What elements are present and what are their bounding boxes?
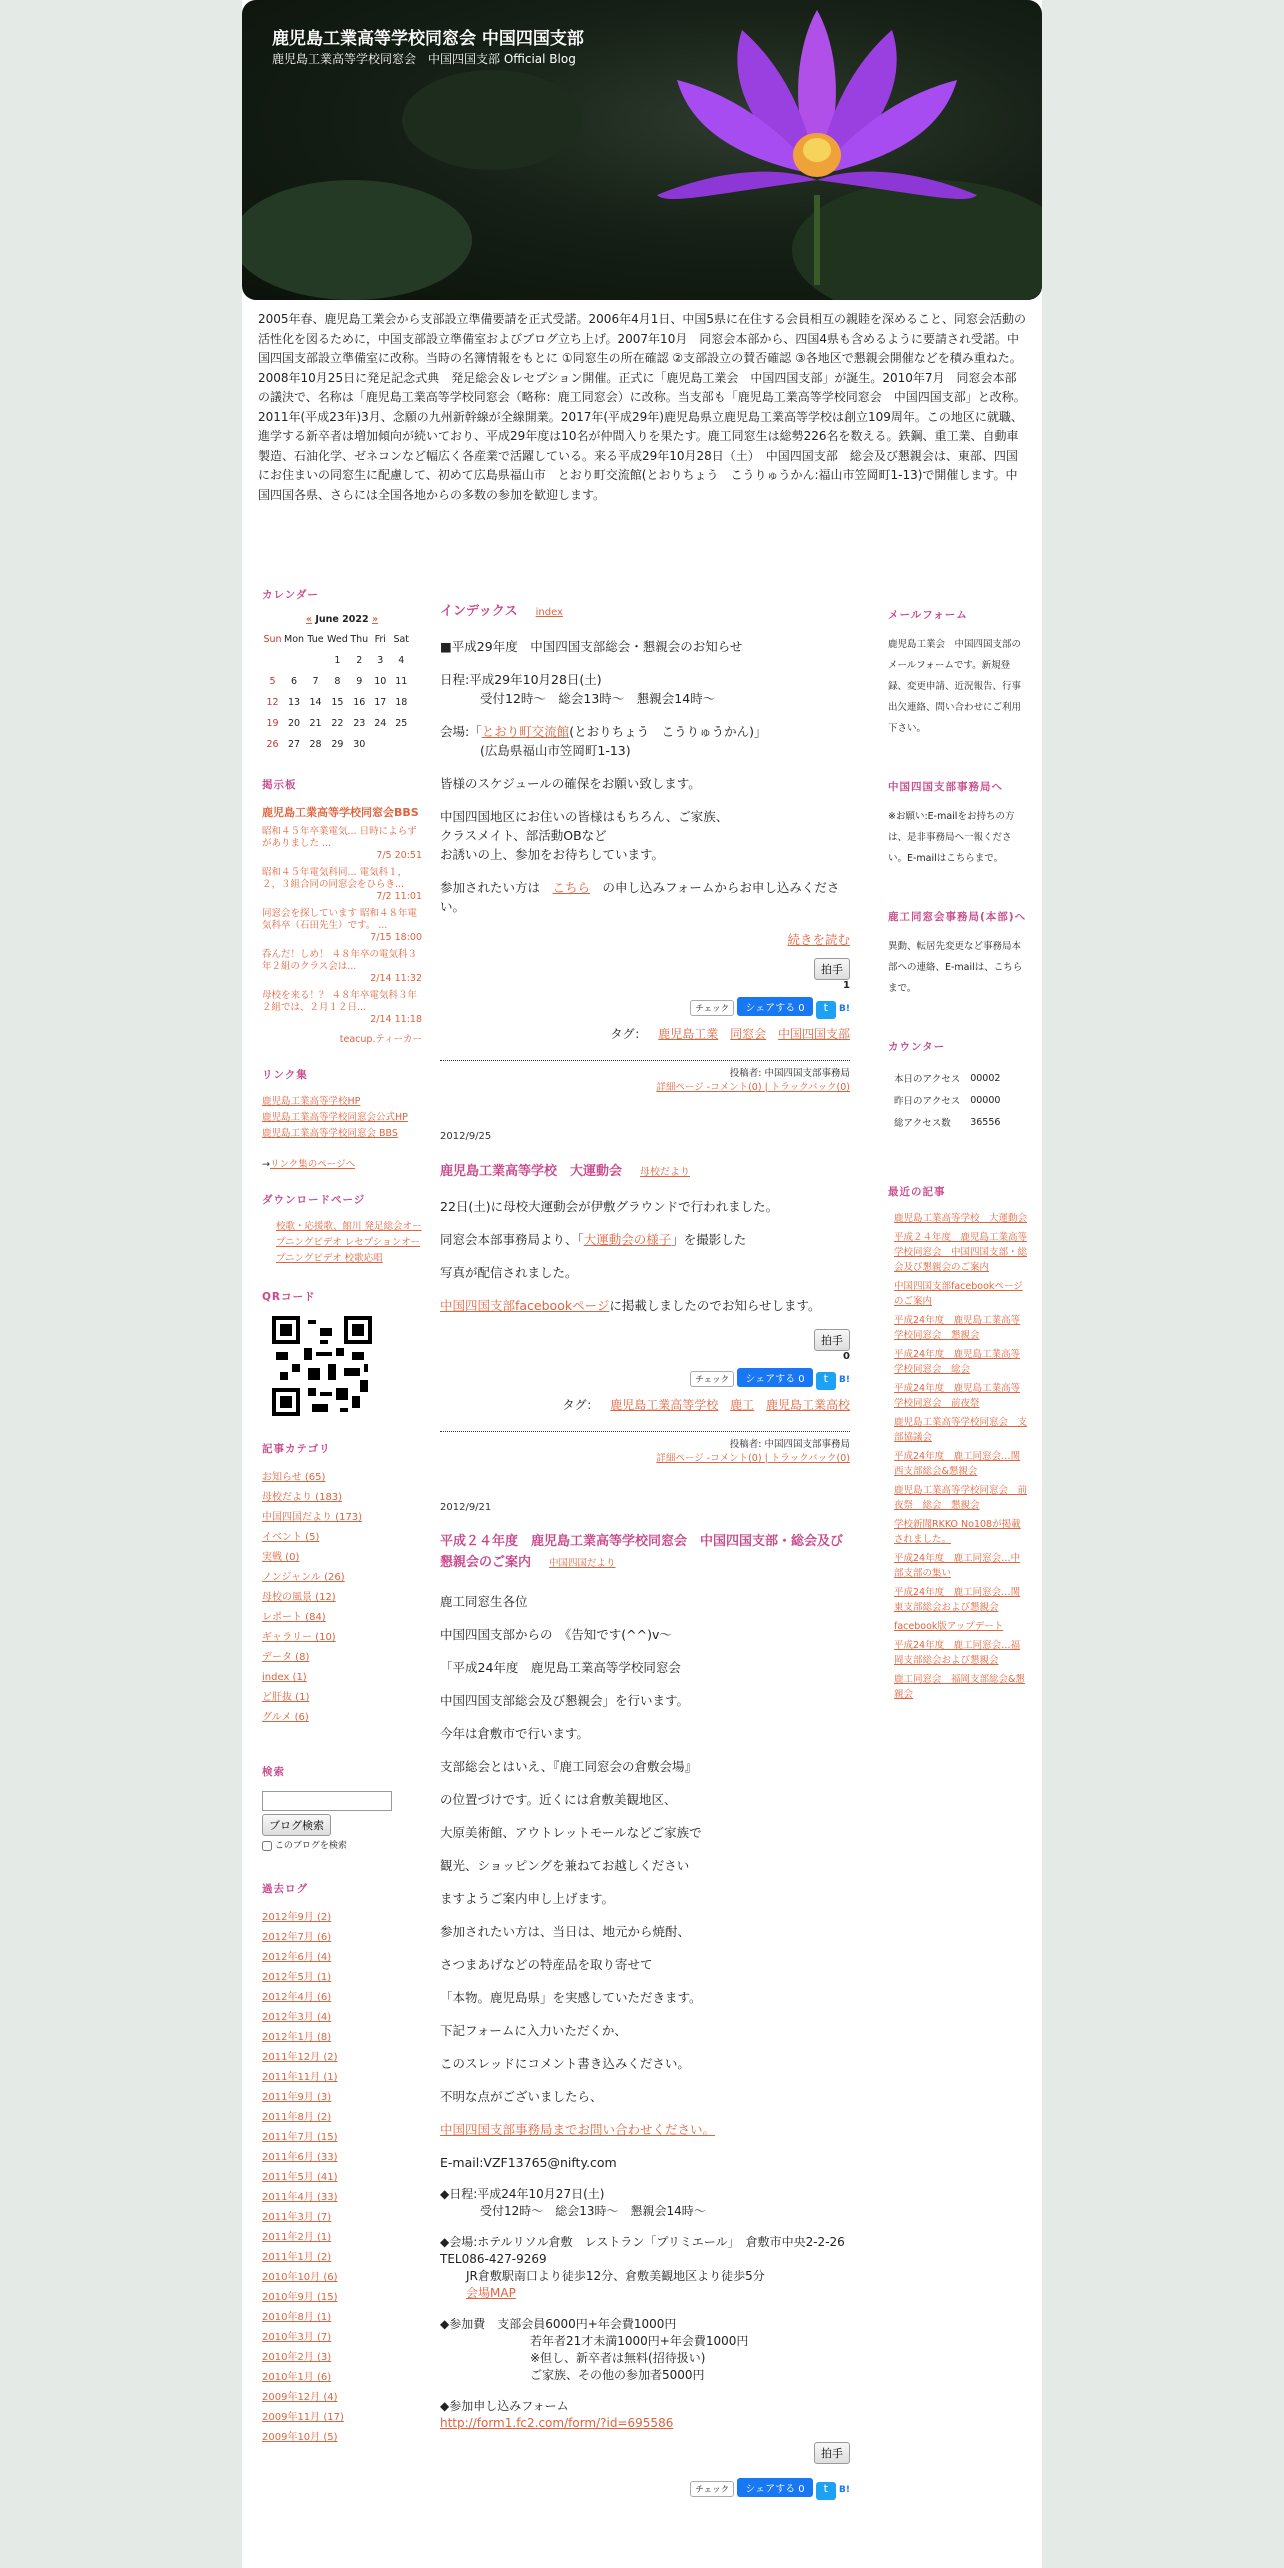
calendar-table	[262, 629, 412, 755]
bbs-item[interactable]: 昭和４５年電気科同... 電気科１，２，３組合同の同窓会をひらき...	[262, 867, 408, 890]
entry-footer-links[interactable]: 詳細ページ -コメント(0) | トラックバック(0)	[656, 1082, 850, 1093]
calendar-next-link[interactable]: »	[371, 614, 379, 625]
counter-label: 本日のアクセス	[894, 1074, 961, 1085]
entry-line: 22日(土)に母校大運動会が伊敷グラウンドで行われました。	[440, 1199, 779, 1214]
entry-line: クラスメイト、部活動OBなど	[440, 828, 607, 843]
bbs-title-link[interactable]: 鹿児島工業高等学校同窓会BBS	[262, 806, 419, 819]
archive-item[interactable]: 2009年10月 (5)	[262, 2432, 338, 2443]
schedule-line: ◆日程:平成24年10月27日(土)	[440, 2187, 605, 2201]
links-more-link[interactable]: リンク集のページへ	[269, 1159, 356, 1170]
bbs-item[interactable]: 呑んだ！しめ！ ４８年卒の電気科３年２組のクラス会は...	[262, 949, 418, 972]
downloads-heading: ダウンロードページ	[262, 1194, 366, 1206]
entry-line[interactable]: E-mail:VZF13765@nifty.com	[440, 2155, 617, 2170]
calendar-day: 18	[395, 697, 408, 708]
entry-line: 日程:平成29年10月28日(土)	[440, 672, 602, 687]
schedule-line: ◆会場:ホテルリソル倉敷 レストラン「プリミエール」 倉敷市中央2-2-26 TEL086-427-9269	[440, 2235, 845, 2266]
calendar-heading: カレンダー	[262, 589, 319, 601]
calendar-weekday: Tue	[307, 634, 324, 645]
tag-link[interactable]: 鹿児島工業高等学校	[610, 1398, 719, 1412]
calendar-day: 8	[334, 676, 341, 687]
archive-item[interactable]: 2010年8月 (1)	[262, 2312, 332, 2323]
facebook-page-link[interactable]: 中国四国支部facebookページ	[440, 1298, 610, 1313]
facebook-share-button[interactable]: シェアする 0	[737, 2478, 812, 2497]
category-item[interactable]: レポート (84)	[262, 1612, 326, 1623]
office-heading[interactable]: 中国四国支部事務局へ	[888, 781, 1003, 793]
calendar-day: 13	[287, 697, 301, 708]
counter-table	[888, 1066, 1006, 1134]
schedule-line: 受付12時～ 総会13時～ 懇親会14時～	[480, 2204, 706, 2218]
entry-line: 「平成24年度 鹿児島工業高等学校同窓会	[440, 1660, 681, 1675]
calendar-day	[262, 650, 283, 671]
calendar-day	[283, 650, 305, 671]
category-item[interactable]: お知らせ (65)	[262, 1472, 326, 1483]
entry-title[interactable]: 鹿児島工業高等学校 大運動会	[440, 1164, 623, 1179]
bookmark-icon[interactable]: B!	[839, 2485, 850, 2495]
tag-link[interactable]: 中国四国支部	[777, 1027, 850, 1041]
recent-article-link[interactable]: 平成24年度 鹿工同窓会…中部支部の集い	[894, 1553, 1021, 1579]
calendar-month: June 2022	[315, 614, 369, 625]
schedule-line: 若年者21才未満1000円+年会費1000円	[530, 2334, 749, 2348]
entry-line: 大原美術館、アウトレットモールなどご家族で	[440, 1825, 702, 1840]
mail-heading: メールフォーム	[888, 609, 968, 621]
archive-list	[262, 1908, 422, 2448]
calendar-day: 3	[377, 655, 384, 666]
archive-item[interactable]: 2010年10月 (6)	[262, 2272, 338, 2283]
search-input[interactable]	[262, 1791, 392, 1811]
calendar-day: 2	[356, 655, 363, 666]
entry-date: 2012/9/25	[440, 1131, 492, 1142]
calendar-weekday: Fri	[374, 634, 386, 645]
search-heading: 検索	[262, 1766, 285, 1778]
facebook-share-button[interactable]: シェアする 0	[737, 1368, 812, 1387]
clap-button[interactable]: 拍手	[814, 2442, 850, 2464]
blog-subtitle: 鹿児島工業高等学校同窓会 中国四国支部 Official Blog	[272, 52, 576, 66]
bookmark-icon[interactable]: B!	[839, 1004, 850, 1014]
entry-category[interactable]: 母校だより	[640, 1167, 690, 1178]
calendar-day: 19	[266, 718, 279, 729]
schedule-line: JR倉敷駅南口より徒歩12分、倉敷美観地区より徒歩5分	[466, 2269, 765, 2283]
links-heading: リンク集	[262, 1069, 308, 1081]
entry-date: 2012/9/21	[440, 1502, 492, 1513]
entry-line[interactable]: 中国四国支部事務局までお問い合わせください。	[440, 2122, 716, 2137]
schedule-line: ご家族、その他の参加者5000円	[530, 2368, 705, 2382]
blog-description: 2005年春、鹿児島工業会から支部設立準備要請を正式受諾。2006年4月1日、中国5県に在住する会員相互の親睦を深めること、同窓会活動の活性化を図るために，中国支部設立準備室およびブログ立ち上げ。2007年10月 同窓会本部から、四国4県も含めるように要請され受諾。中国四国支部設立準備室に改称。当時の名簿情報をもとに ①同窓生の所在確認 ②支部設立の賛否確認 ③各地区で懇親会開催などを積み重ねた。2008年10月25日に発足記念式典 発足総会＆レセプション開催。正式に「鹿児島工業会 中国四国支部」が誕生。2010年7月 同窓会本部の議決で、名称は「鹿児島工業高等学校同窓会（略称：鹿工同窓会）に改称。当支部も「鹿児島工業高等学校同窓会 中国四国支部」と改称。2011年(平成23年)3月、念願の九州新幹線が全線開業。2017年(平成29年)鹿児島県立鹿児島工業高等学校は創立109周年。この地区に就職、進学する新卒者は増加傾向が続いており、平成29年度は10名が仲間入りを果たす。鹿工同窓生は総勢226名を数える。鉄鋼、重工業、自動車製造、石油化学、ゼネコンなど幅広く各産業で活躍している。来る平成29年10月28日（土） 中国四国支部 総会及び懇親会は、東部、四国にお住まいの同窓生に配慮して、初めて広島県福山市 とおり町交流館(とおりちょう こうりゅうかん:福山市笠岡町1-13)で開催します。中国四国各県、さらには全国各地からの多数の参加を歓迎します。	[258, 312, 1026, 502]
twitter-icon[interactable]: t	[816, 1001, 836, 1019]
counter-value: 00000	[970, 1094, 1001, 1106]
calendar-day: 17	[374, 697, 387, 708]
clap-button[interactable]: 拍手	[814, 1329, 850, 1351]
counter-label: 総アクセス数	[894, 1118, 951, 1129]
tag-link[interactable]: 鹿工	[730, 1398, 755, 1412]
tag-link[interactable]: 鹿児島工業高校	[765, 1398, 850, 1412]
bbs-list	[262, 826, 422, 1025]
recent-article-link[interactable]: 鹿児島工業高等学校 大運動会	[894, 1213, 1028, 1224]
archive-item[interactable]: 2011年6月 (33)	[262, 2152, 338, 2163]
recent-article-link[interactable]: 学校新聞RKKO No108が掲載されました。	[894, 1519, 1021, 1545]
entry-line: このスレッドにコメント書き込みください。	[440, 2056, 690, 2071]
entry-line: 受付12時～ 総会13時～ 懇親会14時～	[480, 691, 716, 706]
search-scope	[262, 1838, 422, 1851]
calendar-weekday: Sun	[263, 634, 282, 645]
share-bar	[440, 997, 850, 1019]
entry-line: の位置づけです。近くには倉敷美観地区、	[440, 1792, 677, 1807]
entry-line: 中国四国支部からの 《告知です(^^)v～	[440, 1627, 672, 1642]
office-text: ※お願い:E-mailをお持ちの方は、是非事務局へ一報ください。E-mailはこちらまで。	[888, 811, 1015, 864]
archive-item[interactable]: 2012年4月 (6)	[262, 1992, 332, 2003]
schedule-line: ◆参加費 支部会員6000円+年会費1000円	[440, 2317, 677, 2331]
clap-count: 1	[843, 980, 850, 991]
header-banner	[242, 0, 1042, 300]
facebook-share-button[interactable]: シェアする 0	[737, 997, 812, 1016]
category-item[interactable]: データ (8)	[262, 1652, 310, 1663]
archive-item[interactable]: 2012年5月 (1)	[262, 1972, 332, 1983]
calendar-day: 23	[353, 718, 366, 729]
archive-item[interactable]: 2011年1月 (2)	[262, 2252, 332, 2263]
left-sidebar	[262, 565, 422, 2448]
search-scope-label: このブログを検索	[274, 1841, 347, 1851]
calendar-day: 30	[353, 739, 366, 750]
schedule-block	[440, 2186, 850, 2432]
category-item[interactable]: index (1)	[262, 1672, 307, 1683]
continue-reading-link[interactable]: 続きを読む	[787, 932, 850, 947]
entry-line: 写真が配信されました。	[440, 1265, 578, 1280]
venue-line: 会場:「とおり町交流館(とおりちょう こうりゅうかん)」	[440, 724, 767, 739]
calendar-day: 24	[374, 718, 387, 729]
archive-item[interactable]: 2011年4月 (33)	[262, 2192, 338, 2203]
archive-heading: 過去ログ	[262, 1883, 308, 1895]
recent-article-link[interactable]: 平成２４年度 鹿児島工業高等学校同窓会 中国四国支部・総会及び懇親会のご案内	[894, 1232, 1028, 1273]
category-item[interactable]: 母校の風景 (12)	[262, 1592, 336, 1603]
archive-item[interactable]: 2012年9月 (2)	[262, 1912, 332, 1923]
recent-article-link[interactable]: 平成24年度 鹿児島工業高等学校同窓会 前夜祭	[894, 1383, 1021, 1409]
entry-line: (広島県福山市笠岡町1-13)	[480, 743, 631, 758]
recent-article-link[interactable]: 平成24年度 鹿児島工業高等学校同窓会 懇親会	[894, 1315, 1021, 1341]
links-more: →リンク集のページへ	[262, 1159, 356, 1170]
recent-article-link[interactable]: 中国四国支部facebookページのご案内	[894, 1281, 1023, 1307]
tag-link[interactable]: 鹿児島工業	[658, 1027, 719, 1041]
entry-line: 不明な点がございましたら、	[440, 2089, 603, 2104]
calendar-weekday: Mon	[284, 634, 305, 645]
check-button[interactable]: チェック	[690, 1371, 734, 1387]
calendar-day: 20	[287, 718, 301, 729]
calendar-day: 29	[331, 739, 344, 750]
bookmark-icon[interactable]: B!	[839, 1375, 850, 1385]
calendar-day: 28	[309, 739, 322, 750]
recent-article-link[interactable]: 鹿児島工業高等学校同窓会 前夜祭 総会 懇親会	[894, 1485, 1028, 1511]
category-list	[262, 1468, 422, 1728]
recent-heading: 最近の記事	[888, 1186, 946, 1198]
category-item[interactable]: ギャラリー (10)	[262, 1632, 336, 1643]
entry-line: 鹿工同窓生各位	[440, 1594, 528, 1609]
calendar-prev-link[interactable]: «	[305, 614, 313, 625]
entry-soukai	[440, 1502, 850, 2500]
entry-line: 皆様のスケジュールの確保をお願い致します。	[440, 776, 701, 791]
undoukai-link[interactable]: 大運動会の様子	[583, 1232, 672, 1247]
calendar-day: 10	[374, 676, 387, 687]
entry-line: さつまあげなどの特産品を取り寄せて	[440, 1957, 653, 1972]
category-item[interactable]: 母校だより (183)	[262, 1492, 343, 1503]
page	[242, 0, 1042, 2568]
calendar-day: 25	[395, 718, 408, 729]
recent-article-link[interactable]: 平成24年度 鹿工同窓会…関西支部総会&懇親会	[894, 1451, 1021, 1477]
twitter-icon[interactable]: t	[816, 2482, 836, 2500]
calendar-day: 1	[334, 655, 341, 666]
link-item[interactable]: 鹿児島工業高等学校HP	[262, 1096, 361, 1107]
counter-value: 00002	[970, 1072, 1001, 1084]
entry-line: ますようご案内申し上げます。	[440, 1891, 615, 1906]
bbs-item[interactable]: 昭和４５年卒業電気... 日時によらずがありました ...	[262, 826, 417, 849]
archive-item[interactable]: 2012年3月 (4)	[262, 2012, 332, 2023]
entry-line: 中国四国支部総会及び懇親会」を行います。	[440, 1693, 690, 1708]
archive-item[interactable]: 2011年9月 (3)	[262, 2092, 332, 2103]
category-heading: 記事カテゴリ	[262, 1443, 331, 1455]
archive-item[interactable]: 2009年11月 (17)	[262, 2412, 344, 2423]
calendar-day: 15	[331, 697, 344, 708]
bbs-footer[interactable]: teacup.ティーカー	[339, 1034, 422, 1045]
schedule-line: ※但し、新卒者は無料(招待扱い)	[530, 2351, 706, 2365]
share-bar	[440, 2478, 850, 2500]
entry-line: 「本物。鹿児島県」を実感していただきます。	[440, 1990, 702, 2005]
entry-line: 同窓会本部事務局より、「大運動会の様子」を撮影した	[440, 1232, 747, 1247]
entry-footer	[440, 1431, 850, 1466]
archive-item[interactable]: 2011年8月 (2)	[262, 2112, 332, 2123]
calendar-day: 21	[309, 718, 322, 729]
twitter-icon[interactable]: t	[816, 1372, 836, 1390]
entry-title[interactable]: 平成２４年度 鹿児島工業高等学校同窓会 中国四国支部・総会及び懇親会のご案内	[440, 1534, 844, 1570]
entry-line: 観光、ショッピングを兼ねてお越しください	[440, 1858, 690, 1873]
recent-article-link[interactable]: 平成24年度 鹿工同窓会…関東支部総会および懇親会	[894, 1587, 1021, 1613]
tags-label: タグ：	[610, 1027, 647, 1041]
qr-heading: QRコード	[262, 1291, 316, 1303]
calendar-weekday: Wed	[327, 634, 348, 645]
recent-list	[888, 1211, 1028, 1702]
category-item[interactable]: グルメ (6)	[262, 1712, 309, 1723]
form-link[interactable]: http://form1.fc2.com/form/?id=695586	[440, 2416, 674, 2430]
entry-line: 中国四国地区にお住いの皆様はもちろん、ご家族、	[440, 809, 729, 824]
category-item[interactable]: 実戦 (0)	[262, 1552, 300, 1563]
tags-label: タグ：	[562, 1398, 599, 1412]
clap-button[interactable]: 拍手	[814, 958, 850, 980]
check-button[interactable]: チェック	[690, 2481, 734, 2497]
search-button[interactable]: ブログ検索	[262, 1814, 331, 1836]
archive-item[interactable]: 2011年3月 (7)	[262, 2212, 332, 2223]
archive-item[interactable]: 2012年1月 (8)	[262, 2032, 332, 2043]
mail-text: 鹿児島工業会 中国四国支部のメールフォームです。新規登録、変更申請、近況報告、行事出欠連絡、問い合わせにご利用下さい。	[888, 639, 1022, 734]
calendar-day: 22	[331, 718, 344, 729]
entry-author: 投稿者: 中国四国支部事務局	[729, 1439, 850, 1450]
recent-article-link[interactable]: 鹿児島工業高等学校同窓会 支部協議会	[894, 1417, 1028, 1443]
bbs-time: 7/5 20:51	[376, 850, 422, 861]
bbs-item[interactable]: 母校を来る！？ ４８年卒電気科３年２組では、２月１２日...	[262, 990, 418, 1013]
bbs-time: 7/15 18:00	[370, 932, 422, 943]
calendar-day: 16	[353, 697, 366, 708]
archive-item[interactable]: 2010年1月 (6)	[262, 2372, 332, 2383]
category-item[interactable]: 中国四国だより (173)	[262, 1512, 363, 1523]
archive-item[interactable]: 2011年7月 (15)	[262, 2132, 338, 2143]
entry-line: 今年は倉敷市で行います。	[440, 1726, 590, 1741]
recent-article-link[interactable]: 鹿工同窓会 福岡支部総会&懇親会	[894, 1674, 1025, 1700]
calendar-weekday: Thu	[350, 634, 369, 645]
entry-category[interactable]: 中国四国だより	[549, 1558, 616, 1569]
apply-link[interactable]: こちら	[552, 880, 591, 895]
category-item[interactable]: ど肝抜 (1)	[262, 1692, 310, 1703]
entry-title[interactable]: インデックス	[440, 604, 518, 619]
calendar-day: 7	[312, 676, 319, 687]
category-item[interactable]: ノンジャンル (26)	[262, 1572, 345, 1583]
calendar-day: 9	[356, 676, 363, 687]
hq-heading[interactable]: 鹿工同窓会事務局(本部)へ	[888, 911, 1027, 923]
entry-line: 支部総会とはいえ、『鹿工同窓会の倉敷会場』	[440, 1759, 698, 1774]
entry-line: お誘いの上、参加をお待ちしています。	[440, 847, 665, 862]
archive-item[interactable]: 2011年2月 (1)	[262, 2232, 332, 2243]
archive-item[interactable]: 2011年5月 (41)	[262, 2172, 338, 2183]
bbs-heading: 掲示板	[262, 779, 297, 791]
recent-article-link[interactable]: facebook版アップデート	[894, 1621, 1004, 1632]
archive-item[interactable]: 2009年12月 (4)	[262, 2392, 338, 2403]
recent-article-link[interactable]: 平成24年度 鹿工同窓会…福岡支部総会および懇親会	[894, 1640, 1021, 1666]
bbs-item[interactable]: 同窓会を探しています 昭和４８年電気科卒（石田先生）です。 ...	[262, 908, 418, 931]
archive-item[interactable]: 2010年9月 (15)	[262, 2292, 338, 2303]
right-sidebar	[888, 585, 1028, 1706]
entry-category[interactable]: index	[535, 607, 563, 618]
recent-article-link[interactable]: 平成24年度 鹿児島工業高等学校同窓会 総会	[894, 1349, 1021, 1375]
calendar-day: 5	[269, 676, 276, 687]
archive-item[interactable]: 2010年2月 (3)	[262, 2352, 332, 2363]
entry-index	[440, 600, 850, 1095]
search-scope-checkbox[interactable]	[262, 1841, 272, 1851]
share-bar	[440, 1368, 850, 1390]
calendar-day: 6	[290, 676, 298, 687]
map-link[interactable]: 会場MAP	[466, 2286, 516, 2300]
calendar-day: 12	[266, 697, 279, 708]
entry-author: 投稿者: 中国四国支部事務局	[729, 1068, 850, 1079]
bbs-time: 7/2 11:01	[376, 891, 422, 902]
check-button[interactable]: チェック	[690, 1000, 734, 1016]
category-item[interactable]: イベント (5)	[262, 1532, 320, 1543]
clap-count: 0	[843, 1351, 850, 1362]
counter-label: 昨日のアクセス	[894, 1096, 961, 1107]
entry-body	[440, 1592, 850, 2172]
archive-item[interactable]: 2010年3月 (7)	[262, 2332, 332, 2343]
counter-heading: カウンター	[888, 1041, 946, 1053]
entry-footer-links[interactable]: 詳細ページ -コメント(0) | トラックバック(0)	[656, 1453, 850, 1464]
calendar-day	[305, 650, 326, 671]
entry-undoukai	[440, 1131, 850, 1466]
schedule-line: ◆参加申し込みフォーム	[440, 2399, 569, 2413]
calendar-day: 11	[395, 676, 408, 687]
archive-item[interactable]: 2012年7月 (6)	[262, 1932, 332, 1943]
tag-link[interactable]: 同窓会	[730, 1027, 767, 1041]
entry-footer	[440, 1060, 850, 1095]
links-list	[262, 1094, 422, 1142]
downloads-links[interactable]: 校歌・応援歌、館川 発足総会オープニングビデオ レセプションオープニングビデオ 校歌応唱	[276, 1221, 422, 1264]
venue-link[interactable]: とおり町交流館	[481, 724, 570, 739]
counter-value: 36556	[970, 1116, 1001, 1128]
calendar-day: 14	[309, 697, 322, 708]
hq-text: 異動、転居先変更など事務局本部への連絡、E-mailは、こちらまで。	[888, 941, 1023, 994]
entry-line: 下記フォームに入力いただくか、	[440, 2023, 627, 2038]
archive-item[interactable]: 2011年11月 (1)	[262, 2072, 338, 2083]
apply-line: 参加されたい方は こちら の申し込みフォームからお申し込みください。	[440, 880, 840, 914]
calendar-day	[391, 734, 412, 755]
entry-line: 参加されたい方は、当日は、地元から焼酎、	[440, 1924, 691, 1939]
calendar-day: 4	[398, 655, 405, 666]
blog-title[interactable]: 鹿児島工業高等学校同窓会 中国四国支部	[272, 29, 584, 49]
bbs-time: 2/14 11:18	[370, 1014, 422, 1025]
bbs-time: 2/14 11:32	[370, 973, 422, 984]
tags-line	[440, 1396, 850, 1413]
calendar-weekday: Sat	[393, 634, 410, 645]
archive-item[interactable]: 2012年6月 (4)	[262, 1952, 332, 1963]
calendar-day: 26	[266, 739, 279, 750]
entry-line: 中国四国支部facebookページに掲載しましたのでお知らせします。	[440, 1298, 821, 1313]
entry-line: ■平成29年度 中国四国支部総会・懇親会のお知らせ	[440, 639, 743, 654]
archive-item[interactable]: 2011年12月 (2)	[262, 2052, 338, 2063]
qr-code-image	[272, 1316, 372, 1416]
calendar-month-nav	[262, 614, 422, 625]
main-content	[440, 600, 850, 2506]
link-item[interactable]: 鹿児島工業高等学校同窓会公式HP	[262, 1112, 408, 1123]
calendar-day: 27	[287, 739, 301, 750]
tags-line	[440, 1025, 850, 1042]
link-item[interactable]: 鹿児島工業高等学校同窓会 BBS	[262, 1128, 398, 1139]
calendar-day	[370, 734, 391, 755]
